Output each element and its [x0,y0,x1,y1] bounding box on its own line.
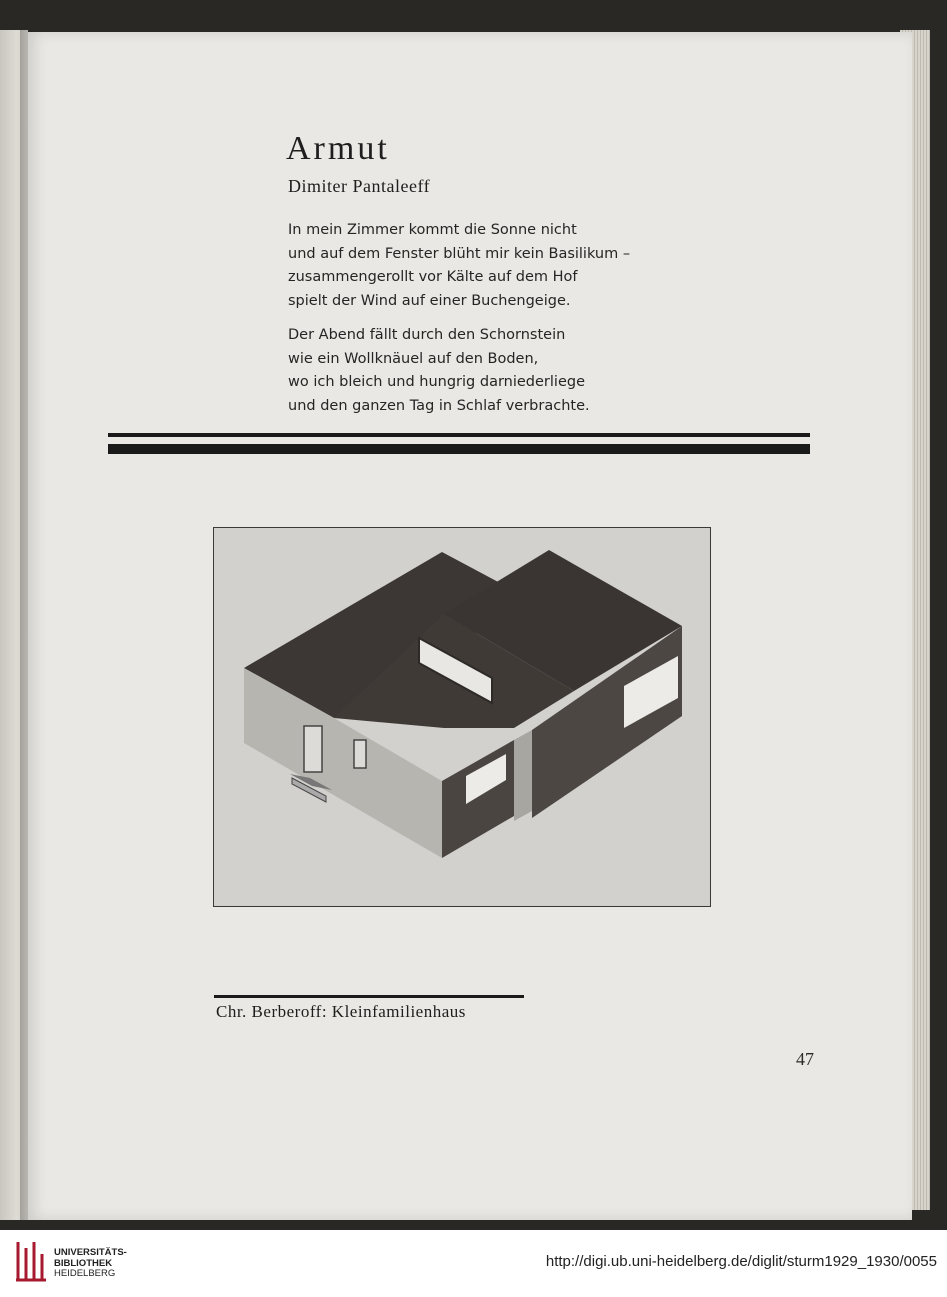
poem-line: spielt der Wind auf einer Buchengeige. [288,292,571,309]
caption-rule [214,995,524,998]
poem-stanza-2 [288,324,590,418]
poem-line: Der Abend fällt durch den Schornstein [288,327,566,343]
poem-line: wo ich bleich und hungrig darniederliege [288,374,585,390]
divider-thin [108,433,810,437]
poem-line: und auf dem Fenster blüht mir kein Basilikum – [288,245,631,262]
poem-line: In mein Zimmer kommt die Sonne nicht [288,222,577,238]
library-logo-icon[interactable] [12,1238,48,1284]
poem-author: Dimiter Pantaleeff [288,176,431,196]
library-name[interactable] [54,1248,127,1280]
poem-stanza-1 [288,219,630,313]
divider-thick [108,444,810,454]
isometric-house-drawing [214,528,709,905]
library-name-line-3: HEIDELBERG [54,1268,116,1279]
poem-title: Armut [286,130,390,167]
poem-line: zusammengerollt vor Kälte auf dem Hof [288,269,578,285]
permalink-url[interactable]: http://digi.ub.uni-heidelberg.de/diglit/sturm1929_1930/0055 [545,1253,937,1270]
page-number: 47 [796,1049,814,1069]
poem-line: und den ganzen Tag in Schlaf verbrachte. [288,397,590,414]
library-name-line-2: BIBLIOTHEK [54,1257,113,1269]
library-name-line-1: UNIVERSITÄTS- [54,1247,127,1258]
poem-line: wie ein Wollknäuel auf den Boden, [288,350,539,367]
illustration-caption: Chr. Berberoff: Kleinfamilienhaus [216,1002,466,1021]
house-illustration [213,527,711,907]
